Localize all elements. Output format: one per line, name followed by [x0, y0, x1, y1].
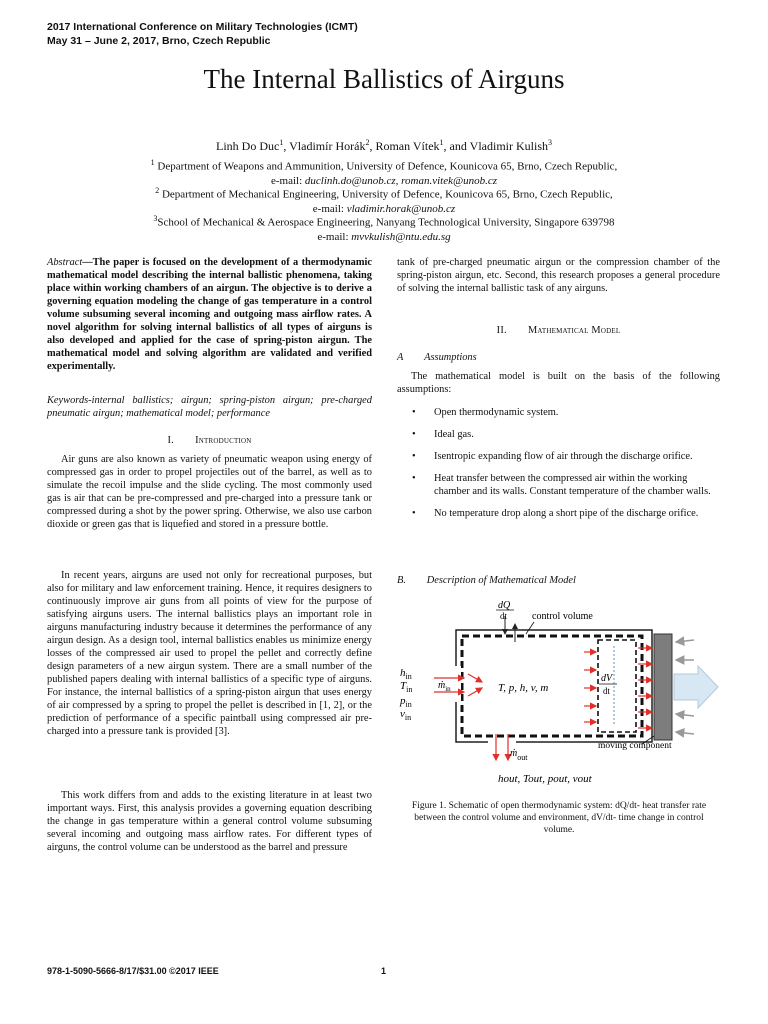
affil-text: School of Mechanical & Aerospace Engineering, Nanyang Technological University, Singapore 639798	[157, 216, 615, 229]
bullet-icon: •	[412, 473, 416, 484]
intro-paragraph-3	[47, 789, 372, 854]
author-separator: ,	[283, 139, 290, 153]
paper-title: The Internal Ballistics of Airguns	[203, 64, 565, 94]
output-flow-arrow	[674, 666, 718, 708]
list-item	[412, 406, 722, 419]
list-item	[412, 472, 722, 498]
bullet-icon: •	[412, 451, 416, 462]
abstract	[47, 256, 372, 373]
author-name: Vladimír Horák	[289, 139, 366, 153]
author-affil-mark: 1	[279, 138, 284, 147]
outlet-opening	[488, 738, 516, 746]
control-volume-label: control volume	[532, 611, 593, 622]
copyright-footer: 978-1-5090-5666-8/17/$31.00 ©2017 IEEE	[47, 966, 219, 976]
email-label: e-mail:	[317, 230, 352, 243]
bullet-icon: •	[412, 407, 416, 418]
paragraph-text: The mathematical model is built on the basis of the following assumptions:	[397, 371, 720, 395]
paragraph-text: This work differs from and adds to the existing literature in at least two important ways. First, this analysis provides a governing equation describing the change in gas temperature within a general control volume subsuming several incoming and outgoing mass airflow rates. For different types of airguns, the control volume can be understood as the barrel and pressure	[47, 790, 372, 853]
email-address: mvvkulish@ntu.edu.sg	[351, 230, 451, 243]
author-separator: , and	[443, 139, 470, 153]
v-in-label: $v_{in}$	[400, 708, 412, 722]
assumptions-intro	[397, 370, 720, 396]
force-arrow	[676, 640, 694, 642]
paragraph-text: Air guns are also known as variety of pneumatic weapon using energy of compressed gas in order to propel projectiles out of the barrel, as well as to simulate the recoil impulse and the slide cycling. The most commonly used gas is air that can be pre-compressed and pre-charged into a pressure tank or compressed during a shot by the power spring. Otherwise, we also use carbon dioxide or green gas that is liquefied and stored in a pressure bottle.	[47, 454, 372, 530]
moving-component-label: moving component	[598, 741, 672, 751]
email-address: vladimir.horak@unob.cz	[346, 202, 456, 215]
email-label: e-mail:	[270, 174, 305, 187]
assumptions-list	[412, 406, 722, 529]
page-number: 1	[381, 966, 387, 976]
h-in-label: $h_{in}$	[400, 667, 412, 681]
dv-dt-denominator: dt	[603, 686, 611, 696]
intro-paragraph-2	[47, 569, 372, 738]
affiliation-2	[0, 184, 768, 216]
list-item	[412, 428, 722, 441]
list-item	[412, 507, 722, 520]
leader-line	[526, 622, 534, 634]
figure-1-schematic	[398, 596, 720, 792]
email-address: duclinh.do@unob.cz, roman.vitek@unob.cz	[304, 174, 498, 187]
inlet-opening	[453, 666, 461, 702]
author-list	[0, 138, 768, 154]
subsection-heading-assumptions: A Assumptions	[397, 352, 477, 363]
section-heading-introduction: I. Introduction	[167, 435, 252, 446]
conference-dates: May 31 – June 2, 2017, Brno, Czech Republic	[47, 35, 271, 47]
conference-header	[47, 20, 358, 48]
email-label: e-mail:	[312, 202, 347, 215]
affiliation-1	[0, 156, 768, 188]
force-arrow	[676, 732, 694, 734]
list-item-text: Heat transfer between the compressed air within the working chamber and its walls. Constant temperature of the chamber walls.	[434, 473, 711, 497]
bullet-icon: •	[412, 508, 416, 519]
affil-mark: 2	[155, 186, 160, 195]
figure-1-caption: Figure 1. Schematic of open thermodynamic system: dQ/dt- heat transfer rate between the control volume and environment, dV/dt- time change in control volume.	[411, 801, 707, 835]
list-item-text: Open thermodynamic system.	[434, 407, 559, 418]
affil-text: Department of Weapons and Ammunition, University of Defence, Kounicova 65, Brno, Czech Republic,	[154, 160, 618, 173]
list-item-text: Isentropic expanding flow of air through the discharge orifice.	[434, 451, 693, 462]
chamber-wall	[456, 630, 652, 742]
author-affil-mark: 1	[439, 138, 444, 147]
subsection-heading-description: B. Description of Mathematical Model	[397, 575, 576, 586]
abstract-label: Abstract	[47, 257, 83, 268]
p-in-label: $p_{in}$	[400, 695, 412, 709]
dq-dt-numerator: dQ	[498, 600, 511, 611]
author-name: Linh Do Duc	[216, 139, 280, 153]
right-column-continuation: tank of pre-charged pneumatic airgun or the compression chamber of the spring-piston airgun, etc. Second, this research proposes a general procedure of solving the internal ballistic task of any airguns.	[397, 257, 720, 294]
paragraph-text: In recent years, airguns are used not only for recreational purposes, but also for military and law enforcement training. Hence, it requires designers to continuously improve air guns from all points of view for the purpose of satisfying airguns users. The internal ballistics plays an important role in airguns manufacturing industry because it determines the performance of any airgun design. As a design tool, internal ballistics enables us minimize energy losses of the compressed air used to propel the pellet and correctly define design parameters of a new airgun system. There are a small number of the published papers dealing with internal ballistics of a specific type of airguns. For instance, the internal ballistics of a spring-piston airgun that uses energy of air compressed by a spring to propel the pellet is described in [1, 2], or the prediction of performance of a specific paintball using compressed air pre-charged into a pressure tank is provided [3].	[47, 570, 372, 737]
m-in-label: ṁ$_{in}$	[438, 680, 451, 693]
affiliation-3	[0, 212, 768, 244]
author-affil-mark: 3	[547, 138, 552, 147]
intro-paragraph-1	[47, 453, 372, 531]
author-affil-mark: 2	[365, 138, 370, 147]
inlet-arrow	[468, 674, 482, 682]
inlet-arrow	[468, 688, 482, 696]
bullet-icon: •	[412, 429, 416, 440]
affil-mark: 3	[153, 214, 158, 223]
author-name: Vladimir Kulish	[469, 139, 548, 153]
conference-name: 2017 International Conference on Military Technologies (ICMT)	[47, 21, 358, 33]
author-name: Roman Vítek	[375, 139, 440, 153]
moving-component-piston	[654, 634, 672, 740]
dq-dt-denominator: dt	[500, 611, 508, 621]
author-separator: ,	[369, 139, 376, 153]
state-variables-label: T, p, h, v, m	[498, 682, 549, 694]
force-arrow	[676, 714, 694, 716]
list-item	[412, 450, 722, 463]
list-item-text: Ideal gas.	[434, 429, 474, 440]
abstract-dash: —	[82, 257, 93, 268]
abstract-text: The paper is focused on the development of a thermodynamic mathematical model describing the internal ballistic phenomena, taking place within working chambers of an airgun. The objective is to derive a governing equation modeling the change of gas temperature in a control volume subsuming several incoming and outgoing mass airflow rates. A novel algorithm for solving internal ballistics of all types of airguns is also developed and applied for the case of spring-piston airgun. The mathematical model and solving algorithm are validated and verified experimentally.	[47, 257, 372, 372]
keywords: Keywords-internal ballistics; airgun; spring-piston airgun; pre-charged pneumatic airgun; mathematical model; performance	[47, 395, 372, 419]
control-volume-boundary	[462, 636, 642, 736]
list-item-text: No temperature drop along a short pipe of the discharge orifice.	[434, 508, 699, 519]
affil-text: Department of Mechanical Engineering, University of Defence, Kounicova 65, Brno, Czech Republic,	[159, 188, 613, 201]
section-heading-mathematical-model: II. Mathematical Model	[496, 325, 621, 336]
dv-dt-numerator: dV	[601, 673, 613, 684]
t-in-label: $T_{in}$	[400, 680, 413, 694]
affil-mark: 1	[150, 158, 155, 167]
m-out-label: ṁ$_{out}$	[510, 748, 528, 762]
outlet-state-label: hout, Tout, pout, vout	[498, 773, 592, 785]
